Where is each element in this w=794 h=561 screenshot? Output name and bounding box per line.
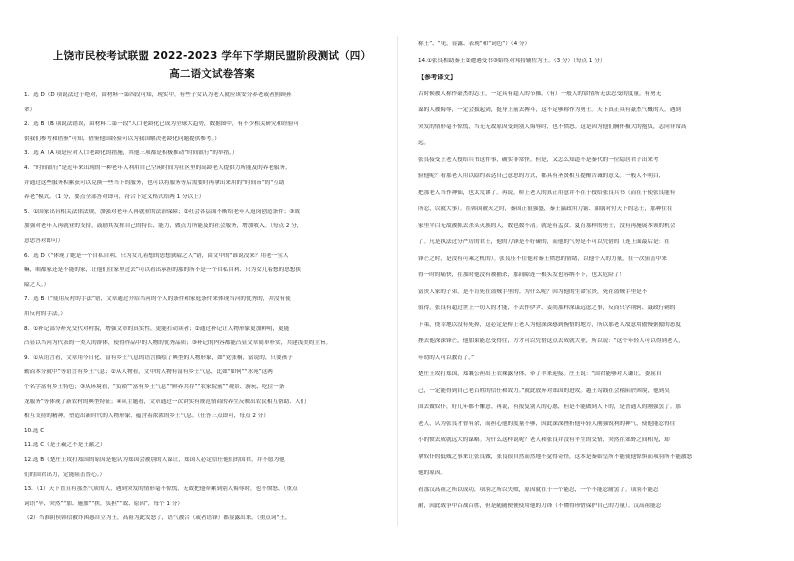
answer-text-line: 12.选 B（楚庄王攻打郑国的原因是他认为郑国会被别的人谋让，郑国人必定信任他们的国君，并不愿为他 bbox=[24, 457, 285, 463]
answer-text-line: 养老”模式。（1 分，要点全部答对即可，符合下定义格式给两 1 分以上） bbox=[24, 194, 205, 201]
answer-text-line: 意思答对即可） bbox=[24, 238, 64, 244]
answer-text-line: 4．“时间银行”是近年来出现的一种老年人利用自己空闲时间为社区里的高龄老人提供力所能及的养老服务， bbox=[24, 165, 291, 171]
translation-text-line: 得一时的痛快，在那时他没有被捕杀，那间隙连一根头发也容纳不下，也太危险了！ bbox=[418, 272, 625, 278]
translation-text-line: 突发的情形毫不惊慌，当无无故原因受到别人侮辱时，也不愤怒。这是因为他们胸怀极大的抱负，志向非常高 bbox=[418, 123, 687, 130]
answer-text-line: 并通过这些服务积累获可以兑换一些当下的服务，也可以将服务等后需要时再拿出来用的“时间币”的“互助 bbox=[24, 179, 285, 186]
translation-text-line: 把那老人当作神仙，也太荒谬了。再说，桥上老人的真正用意并不在于授给张良兵书（而在于使张良能有 bbox=[418, 189, 676, 196]
translation-text-line: 他的原因。 bbox=[418, 470, 446, 476]
answer-text-line: 个名字富有乡土特色；③从环境看，“负锁”“富有乡土气息”“鲜养共存”“农家院前”“观景、游玩、吃住一条 bbox=[24, 384, 285, 390]
translation-text-line: 楚庄王攻打郑国，郑襄公袒出上衣裸露身体，牵了羊来迎接。庄王说：“国君能够对人谦让，委屈自 bbox=[418, 371, 662, 377]
answer-text-line: 隘之人。） bbox=[24, 281, 50, 288]
answer-text-line: 供我们参考和借鉴”可知，借鉴他国经验可以为我国解决老龄化问题提供参考。） bbox=[24, 135, 220, 142]
answer-text-line: 相互支持的精神，塑造出新时代的人物形象，蕴含着浓浓的乡土气息。（任答三点即可，每点 2 分） bbox=[24, 413, 269, 420]
translation-text-line: 锋芒之时，是没有可乘之机的）。张良压不住他对秦王愤怒的情绪，以他个人的力量，在一次狙击中来 bbox=[418, 255, 667, 262]
translation-text-line: 看那汉高祖之所以成功，项羽之所以失败，原因就在于一个能忍，一个不能忍耐罢了。项羽不能忍 bbox=[418, 486, 659, 493]
answer-text-line: 辈） bbox=[24, 106, 36, 113]
translation-text-line: 富贵人家的子弟，是不肯死在盗贼手里的。为什么呢？因为他的生命宝贵，死在盗贼手里是不 bbox=[418, 288, 648, 295]
translation-text-line: 值得。张良有超过世上一切人的才能，不去作伊尹、姜尚那样深谋远虑之事，反而只学荆轲、聂政行刺的 bbox=[418, 305, 676, 311]
translation-text-line: 家里平白无故被抓去杀头灭族的人，数也数不清。就是有孟贲、夏育那样的勇士，没有再施展本领的机会 bbox=[418, 222, 676, 229]
answer-text-line: 5．①国家出台相关法律法规，加强对老年人再就业的法治保障；②社会各层面不断给老年人返岗创造条件；③战 bbox=[24, 208, 300, 215]
translation-text-line: 拿奴仆的低贱之事来让张良做，张良很自然而然地不觉得奇怪，这本是秦始皇所不能使他惊惧而项羽所不能激怒 bbox=[418, 453, 693, 460]
translation-text-line: 验他呢？看那老人用以隐约表达自己意思的方式，都具有圣贤相互提醒告诫的意义。一般人不明白， bbox=[418, 173, 665, 179]
translation-text-line: 下策，侥幸地以没有死掉，这必定是桥上老人为他深深感到惋惜的地方，所以那老人故意用傲慢倨傲的态度 bbox=[418, 321, 681, 328]
answer-text-line: 们的国君出力，定能阻击晋心。） bbox=[24, 471, 106, 478]
translation-text-line: 称王”、“见，显露、表现”和“词色”）（4 分） bbox=[418, 41, 531, 47]
answer-text-line: 龙服务”等体现了新农村的典型特征；④从主题看，文章通过一次讲实有规范情商的养生反映出农民相互帮助、人们 bbox=[24, 398, 307, 405]
translation-text-line: 己，一定能得到自己老百姓的信任和效力。”就此放弃对郑国的进攻。越王勾践在会稽陷於困境，他到吴 bbox=[418, 387, 670, 394]
translation-text-line: 远。 bbox=[418, 140, 430, 146]
column-divider bbox=[397, 36, 398, 526]
answer-text-line: 2．选 B（B 项说法错误，由材料二第一段“人口老龄化已成为全球大趋势，数据图中，有不少相关研究和经验可 bbox=[24, 121, 300, 128]
translation-text-line: 了。凡是执法过分严厉的君王，他的刀锋是不好碰的，而他的气势是不可以凭借的（连上面最后是：在 bbox=[418, 239, 670, 245]
answer-text-line: 勤而本分就中”等语言有乡土气息；②从人物看，文中的人物有富有乡土气息，比如“如何”“水苑”这两 bbox=[24, 369, 273, 376]
answer-text-line: 13．（1）天下直且有那杰气质的人，遇到突发的情形毫不惊慌，无故把他牵累到别人侮辱时，也不愤怒。（重点 bbox=[24, 486, 298, 493]
answer-text-line: 加强对老年人再就业的支持，鼓励其发挥自己的特长、能力，做点力所能及的社会服务，增加收入。（每点 2 分， bbox=[24, 223, 303, 230]
translation-text-line: 张良接受上老人授给兵书这件事，确实非常怪。但是，又怎么知道不是秦代的一位隐居君子出来考 bbox=[418, 156, 659, 163]
answer-text-line: 凸显以当河为代表的一类人的群体，使得作品中的人物的优秀品质；③补记的内容都能凸显文章简单朴实，共建浅美的主旨。 bbox=[24, 340, 332, 347]
answer-text-line: 6．选 D（“体现了她是一个自私自利、只为女儿着想的思想狭隘之人”错，由文中的“谁说没来？用老一宝人 bbox=[24, 252, 289, 259]
translation-text-line: 国去做奴仆，好几年都不懈意。再说，有报复别人的心愿，但是不能做到人下的，是普通人的刚强罢了。那 bbox=[418, 404, 681, 410]
document-title: 上饶市民校考试联盟 2022-2023 学年下学期民盟阶段测试（四） bbox=[52, 50, 372, 62]
translation-text-line: 【参考译文】 bbox=[418, 74, 457, 81]
translation-text-line: 老人，认为张良才智有余，而担心他的度量不够，因此深深挫折他年轻人刚强锐利的神气，使他能忍得住 bbox=[418, 420, 676, 427]
translation-text-line: 所忍，以就大事）。在韩国被灭之时，秦国正很强盛，秦王嬴政用刀锯、油锅对付天下的志士，那种住在 bbox=[418, 206, 673, 212]
translation-text-line: 谋的人被侮辱，一定会拔起剑，挺身上前去搏斗，这不足够称作为勇士。天下真正具有豪杰气概的人，遇到 bbox=[418, 107, 681, 113]
translation-text-line: 挫去他深深锋芒，他加果能忍受得住，方才可以凭借这点去成就大业，所以说：“这个年轻人可以得到老人， bbox=[418, 338, 684, 344]
answer-text-line: 词语“卒、突然”“加、施加”“挟，负担”“故、原因”，每个 1 分） bbox=[24, 500, 183, 507]
translation-text-line: 小的愤去成就远大的谋略。为什么这样说呢？老人和张良并没有平生的交情，突然在郊野之间相见，却 bbox=[418, 437, 670, 443]
answer-text-line: （2）当淮阴侯韩信被诈困惑自立为王，高祖为此发怒了，语气被合（或者语锋）都显露出来。（重点词“王， bbox=[24, 515, 291, 522]
document-subtitle: 高二语文试卷答案 bbox=[169, 68, 255, 80]
translation-text-line: 14.①张良相助秦王②遭遇受书③始终对邦持辅佐为王。（3 分）（每点 1 分） bbox=[418, 57, 606, 64]
answer-text-line: 嘛，咱都家还是不能的家，让他们住家里过去”可以看出承担的那的所不是一个自私自利、只为女儿着想的思想狭 bbox=[24, 267, 301, 274]
translation-text-line: 耐，因此战争中百战百胜，但是随随便便使用他的刀锋（不懂得珍惜保护自己的力量）。汉高祖能忍 bbox=[418, 503, 662, 509]
answer-text-line: 7．选 B（“使用反衬的手法”错，文章通过介绍当河的个人的条件和家庭条件来体现当河的优秀的，并没有使 bbox=[24, 296, 291, 303]
answer-text-line: 1．选 D（D 项说法过于绝对，由材料一第四段可知，现实中，有些子女认为老人就应该安分养老或者照顾孙 bbox=[24, 92, 292, 98]
translation-text-line: 年幼的人可以教育了。” bbox=[418, 354, 475, 361]
answer-text-line: 9．①从语言看，文章用今日化、富有乡土气息的语言描绘了典型的人物形象，如“党张桐，富说的，只要孩子 bbox=[24, 354, 293, 361]
translation-text-line: 古时候被人称作豪杰的志士，一定具有超人的节操，（有）一般人的常情所无法忍受的度量。有勇无 bbox=[418, 90, 662, 97]
answer-text-line: 11.选 C（是王羲之不是王献之） bbox=[24, 442, 106, 449]
answer-text-line: 10.选 C bbox=[24, 427, 45, 434]
answer-text-line: 8．①补记部分补充交代对村貌，增强文章的真实性，更能打动读者；②通过补记让人物形象更加鲜明，更能 bbox=[24, 325, 290, 332]
answer-text-line: 3．选 A（A 项是应对人口老龄化的措施，其他三项都是积极推动“时间银行”的举措。） bbox=[24, 150, 238, 157]
answer-text-line: 用反衬的手法。） bbox=[24, 311, 66, 317]
